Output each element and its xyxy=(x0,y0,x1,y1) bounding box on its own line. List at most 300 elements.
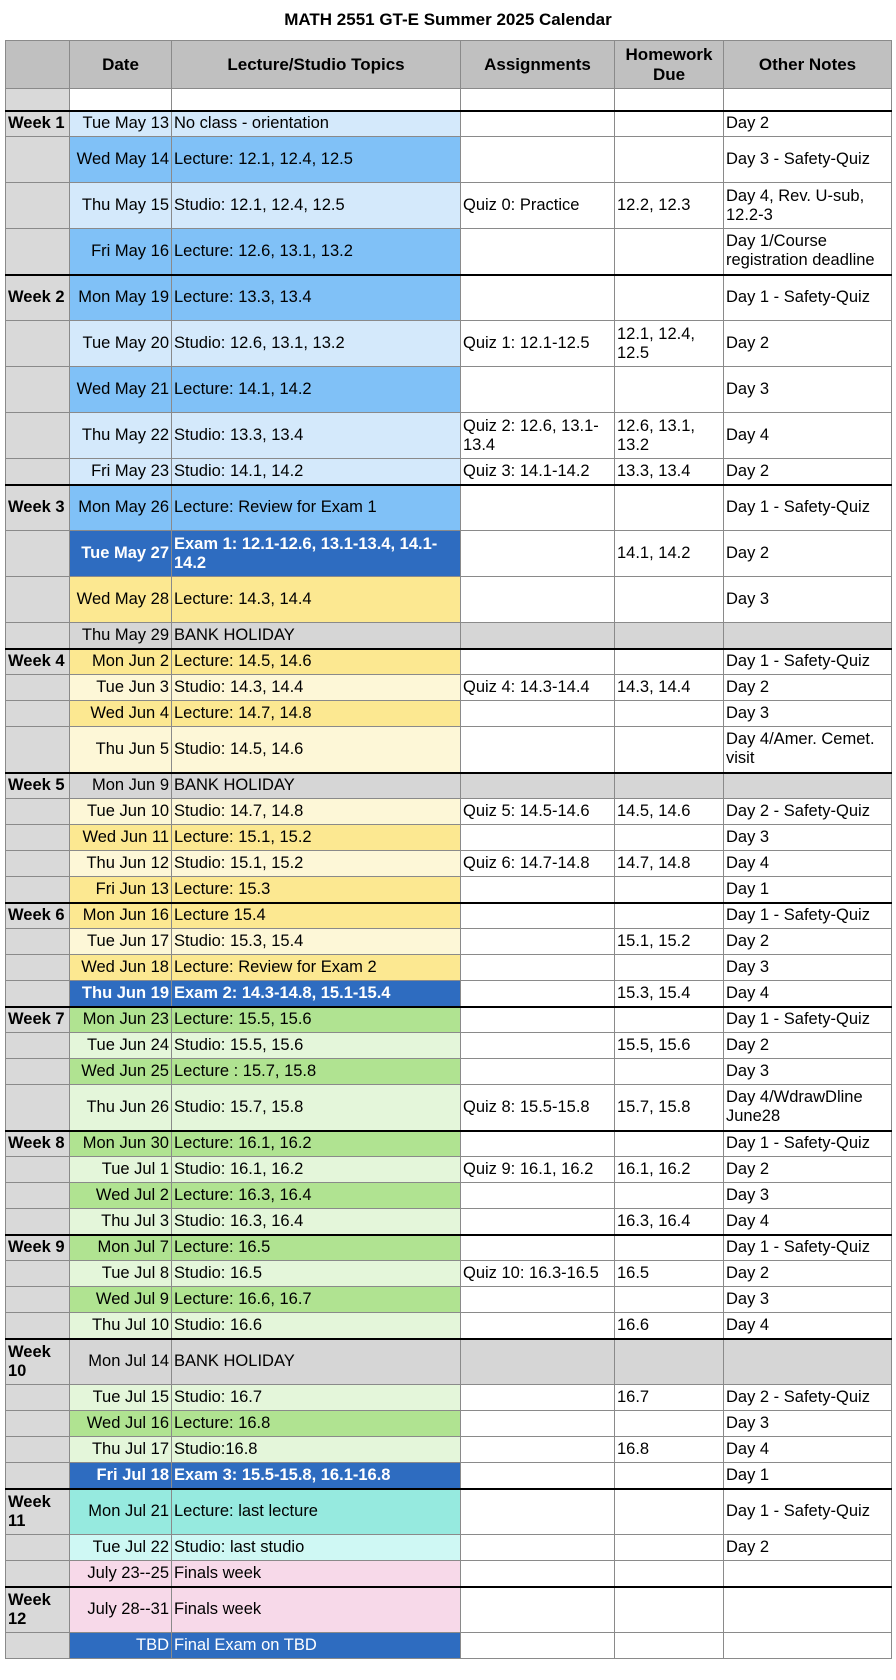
homework-cell xyxy=(615,1561,724,1587)
assignment-cell xyxy=(461,531,615,577)
table-row xyxy=(6,321,892,367)
week-cell: Week 1 xyxy=(6,111,70,137)
week-cell: Week 7 xyxy=(6,1007,70,1033)
homework-cell: 16.5 xyxy=(615,1261,724,1287)
date-cell: Tue Jul 22 xyxy=(70,1535,172,1561)
date-cell: Tue May 13 xyxy=(70,111,172,137)
topic-cell: Lecture: 16.8 xyxy=(172,1411,461,1437)
notes-cell: Day 1 xyxy=(724,877,892,903)
date-cell: Wed Jun 18 xyxy=(70,955,172,981)
table-row xyxy=(6,1463,892,1489)
topic-cell: Lecture: 14.1, 14.2 xyxy=(172,367,461,413)
week-cell xyxy=(6,1535,70,1561)
notes-cell xyxy=(724,1339,892,1385)
homework-cell xyxy=(615,1633,724,1659)
assignment-cell xyxy=(461,1007,615,1033)
date-cell: Tue May 20 xyxy=(70,321,172,367)
date-cell: Thu Jun 26 xyxy=(70,1085,172,1131)
notes-cell: Day 2 xyxy=(724,321,892,367)
homework-cell: 16.3, 16.4 xyxy=(615,1209,724,1235)
notes-cell: Day 3 xyxy=(724,1183,892,1209)
assignment-cell xyxy=(461,1561,615,1587)
week-cell: Week 12 xyxy=(6,1587,70,1633)
notes-cell: Day 4 xyxy=(724,413,892,459)
table-row xyxy=(6,1489,892,1535)
page-title: MATH 2551 GT-E Summer 2025 Calendar xyxy=(284,10,612,29)
homework-cell: 14.5, 14.6 xyxy=(615,799,724,825)
date-cell: Wed Jul 16 xyxy=(70,1411,172,1437)
table-row xyxy=(6,531,892,577)
table-row xyxy=(6,1411,892,1437)
date-cell: Wed Jun 11 xyxy=(70,825,172,851)
assignment-cell xyxy=(461,1411,615,1437)
notes-cell: Day 1 xyxy=(724,1463,892,1489)
date-cell: Thu Jun 12 xyxy=(70,851,172,877)
notes-cell: Day 4 xyxy=(724,851,892,877)
assignment-cell xyxy=(461,1313,615,1339)
date-cell: Fri May 23 xyxy=(70,459,172,485)
topic-cell: Lecture: last lecture xyxy=(172,1489,461,1535)
table-row xyxy=(6,1085,892,1131)
week-cell xyxy=(6,1437,70,1463)
homework-cell xyxy=(615,1183,724,1209)
table-row xyxy=(6,229,892,275)
notes-cell: Day 2 xyxy=(724,1157,892,1183)
date-cell: Wed May 14 xyxy=(70,137,172,183)
table-row xyxy=(6,89,892,111)
date-cell: Wed Jun 4 xyxy=(70,701,172,727)
assignment-cell xyxy=(461,773,615,799)
homework-cell xyxy=(615,727,724,773)
date-cell: Tue Jul 15 xyxy=(70,1385,172,1411)
week-cell xyxy=(6,1463,70,1489)
week-cell: Week 4 xyxy=(6,649,70,675)
homework-cell: 12.1, 12.4, 12.5 xyxy=(615,321,724,367)
assignment-cell xyxy=(461,649,615,675)
notes-cell: Day 3 xyxy=(724,1287,892,1313)
week-cell xyxy=(6,851,70,877)
table-row xyxy=(6,275,892,321)
notes-cell: Day 1 - Safety-Quiz xyxy=(724,1131,892,1157)
week-cell: Week 9 xyxy=(6,1235,70,1261)
homework-cell xyxy=(615,1287,724,1313)
homework-cell: 14.3, 14.4 xyxy=(615,675,724,701)
table-row xyxy=(6,981,892,1007)
topic-cell: Studio: 14.5, 14.6 xyxy=(172,727,461,773)
topic-cell: Lecture: 14.3, 14.4 xyxy=(172,577,461,623)
topic-cell: Lecture : 15.7, 15.8 xyxy=(172,1059,461,1085)
notes-cell: Day 3 xyxy=(724,825,892,851)
assignment-cell xyxy=(461,1463,615,1489)
date-cell: Tue May 27 xyxy=(70,531,172,577)
table-row xyxy=(6,1339,892,1385)
assignment-cell: Quiz 9: 16.1, 16.2 xyxy=(461,1157,615,1183)
homework-cell: 16.8 xyxy=(615,1437,724,1463)
table-row xyxy=(6,773,892,799)
homework-cell xyxy=(615,701,724,727)
homework-cell xyxy=(615,1059,724,1085)
topic-cell: Lecture: 15.5, 15.6 xyxy=(172,1007,461,1033)
notes-cell: Day 3 xyxy=(724,367,892,413)
week-cell: Week 8 xyxy=(6,1131,70,1157)
date-cell: Thu May 22 xyxy=(70,413,172,459)
homework-cell xyxy=(615,1339,724,1385)
topic-cell: Studio: 12.6, 13.1, 13.2 xyxy=(172,321,461,367)
topic-cell: BANK HOLIDAY xyxy=(172,1339,461,1385)
notes-cell: Day 4/WdrawDline June28 xyxy=(724,1085,892,1131)
week-cell: Week 10 xyxy=(6,1339,70,1385)
table-row xyxy=(6,1235,892,1261)
topic-cell: Studio: 15.5, 15.6 xyxy=(172,1033,461,1059)
week-cell xyxy=(6,1209,70,1235)
week-cell: Week 3 xyxy=(6,485,70,531)
homework-cell xyxy=(615,577,724,623)
table-row xyxy=(6,851,892,877)
assignment-cell xyxy=(461,1059,615,1085)
topic-cell: Lecture: 12.6, 13.1, 13.2 xyxy=(172,229,461,275)
notes-cell: Day 3 xyxy=(724,1059,892,1085)
week-cell xyxy=(6,1633,70,1659)
date-cell: Thu Jul 10 xyxy=(70,1313,172,1339)
assignment-cell xyxy=(461,1437,615,1463)
topic-cell: Studio:16.8 xyxy=(172,1437,461,1463)
week-cell xyxy=(6,1385,70,1411)
notes-cell: Day 4/Amer. Cemet. visit xyxy=(724,727,892,773)
date-cell: Thu Jun 19 xyxy=(70,981,172,1007)
assignment-cell xyxy=(461,955,615,981)
homework-cell xyxy=(615,1235,724,1261)
assignment-cell xyxy=(461,111,615,137)
table-row xyxy=(6,1059,892,1085)
homework-cell xyxy=(615,1535,724,1561)
homework-cell xyxy=(615,1007,724,1033)
header-date: Date xyxy=(70,41,172,89)
week-cell xyxy=(6,877,70,903)
topic-cell: No class - orientation xyxy=(172,111,461,137)
assignment-cell xyxy=(461,825,615,851)
topic-cell: Lecture: 14.5, 14.6 xyxy=(172,649,461,675)
assignment-cell xyxy=(461,1535,615,1561)
date-cell: Tue Jul 1 xyxy=(70,1157,172,1183)
table-row xyxy=(6,701,892,727)
homework-cell: 12.2, 12.3 xyxy=(615,183,724,229)
week-cell xyxy=(6,137,70,183)
table-row xyxy=(6,183,892,229)
assignment-cell xyxy=(461,1385,615,1411)
assignment-cell xyxy=(461,1633,615,1659)
notes-cell: Day 1 - Safety-Quiz xyxy=(724,1007,892,1033)
week-cell: Week 11 xyxy=(6,1489,70,1535)
assignment-cell xyxy=(461,1339,615,1385)
topic-cell: Studio: 12.1, 12.4, 12.5 xyxy=(172,183,461,229)
table-row xyxy=(6,1007,892,1033)
assignment-cell xyxy=(461,367,615,413)
topic-cell xyxy=(172,89,461,111)
homework-cell: 12.6, 13.1, 13.2 xyxy=(615,413,724,459)
assignment-cell xyxy=(461,137,615,183)
week-cell: Week 6 xyxy=(6,903,70,929)
date-cell: Tue Jun 3 xyxy=(70,675,172,701)
assignment-cell: Quiz 4: 14.3-14.4 xyxy=(461,675,615,701)
date-cell: Tue Jun 24 xyxy=(70,1033,172,1059)
homework-cell: 13.3, 13.4 xyxy=(615,459,724,485)
calendar-table xyxy=(5,40,892,1659)
homework-cell xyxy=(615,773,724,799)
table-row xyxy=(6,825,892,851)
notes-cell: Day 1 - Safety-Quiz xyxy=(724,1489,892,1535)
date-cell: Fri Jul 18 xyxy=(70,1463,172,1489)
homework-cell xyxy=(615,825,724,851)
topic-cell: Lecture: 16.5 xyxy=(172,1235,461,1261)
topic-cell: Lecture: Review for Exam 1 xyxy=(172,485,461,531)
homework-cell: 15.1, 15.2 xyxy=(615,929,724,955)
notes-cell xyxy=(724,623,892,649)
notes-cell: Day 2 xyxy=(724,675,892,701)
header-homework-due: Homework Due xyxy=(615,41,724,89)
date-cell: Mon Jun 23 xyxy=(70,1007,172,1033)
week-cell xyxy=(6,675,70,701)
week-cell xyxy=(6,955,70,981)
table-row xyxy=(6,1287,892,1313)
table-row xyxy=(6,1437,892,1463)
notes-cell: Day 1 - Safety-Quiz xyxy=(724,649,892,675)
homework-cell: 15.7, 15.8 xyxy=(615,1085,724,1131)
week-cell xyxy=(6,1183,70,1209)
assignment-cell: Quiz 2: 12.6, 13.1-13.4 xyxy=(461,413,615,459)
table-row xyxy=(6,413,892,459)
assignment-cell xyxy=(461,981,615,1007)
topic-cell: Studio: 15.1, 15.2 xyxy=(172,851,461,877)
homework-cell xyxy=(615,367,724,413)
notes-cell: Day 3 - Safety-Quiz xyxy=(724,137,892,183)
date-cell: Mon Jul 21 xyxy=(70,1489,172,1535)
week-cell xyxy=(6,367,70,413)
homework-cell: 16.6 xyxy=(615,1313,724,1339)
topic-cell: Lecture: 16.1, 16.2 xyxy=(172,1131,461,1157)
assignment-cell xyxy=(461,1287,615,1313)
homework-cell xyxy=(615,137,724,183)
topic-cell: Studio: 15.7, 15.8 xyxy=(172,1085,461,1131)
table-row xyxy=(6,459,892,485)
notes-cell: Day 1 - Safety-Quiz xyxy=(724,903,892,929)
table-row xyxy=(6,1209,892,1235)
assignment-cell xyxy=(461,577,615,623)
notes-cell: Day 2 xyxy=(724,1261,892,1287)
topic-cell: Studio: 14.7, 14.8 xyxy=(172,799,461,825)
assignment-cell xyxy=(461,1235,615,1261)
week-cell xyxy=(6,1085,70,1131)
table-row xyxy=(6,623,892,649)
table-row xyxy=(6,577,892,623)
topic-cell: Lecture: 14.7, 14.8 xyxy=(172,701,461,727)
homework-cell: 14.1, 14.2 xyxy=(615,531,724,577)
week-cell xyxy=(6,531,70,577)
week-cell xyxy=(6,1561,70,1587)
homework-cell xyxy=(615,877,724,903)
notes-cell: Day 1 - Safety-Quiz xyxy=(724,485,892,531)
homework-cell xyxy=(615,275,724,321)
table-row xyxy=(6,929,892,955)
date-cell: TBD xyxy=(70,1633,172,1659)
topic-cell: BANK HOLIDAY xyxy=(172,773,461,799)
week-cell xyxy=(6,577,70,623)
notes-cell: Day 2 xyxy=(724,1033,892,1059)
table-row xyxy=(6,1633,892,1659)
topic-cell: Studio: 14.3, 14.4 xyxy=(172,675,461,701)
topic-cell: Lecture: 16.3, 16.4 xyxy=(172,1183,461,1209)
assignment-cell xyxy=(461,1587,615,1633)
homework-cell xyxy=(615,1463,724,1489)
notes-cell: Day 1 - Safety-Quiz xyxy=(724,275,892,321)
assignment-cell xyxy=(461,903,615,929)
assignment-cell xyxy=(461,1131,615,1157)
notes-cell xyxy=(724,773,892,799)
topic-cell: Studio: 14.1, 14.2 xyxy=(172,459,461,485)
date-cell: Wed Jul 2 xyxy=(70,1183,172,1209)
table-row xyxy=(6,1313,892,1339)
homework-cell xyxy=(615,485,724,531)
table-row xyxy=(6,137,892,183)
week-cell xyxy=(6,1313,70,1339)
date-cell: Mon Jun 30 xyxy=(70,1131,172,1157)
topic-cell: Lecture: 13.3, 13.4 xyxy=(172,275,461,321)
assignment-cell: Quiz 6: 14.7-14.8 xyxy=(461,851,615,877)
homework-cell xyxy=(615,1489,724,1535)
topic-cell: Lecture: 15.1, 15.2 xyxy=(172,825,461,851)
homework-cell xyxy=(615,649,724,675)
notes-cell: Day 3 xyxy=(724,955,892,981)
table-row xyxy=(6,1587,892,1633)
week-cell xyxy=(6,727,70,773)
date-cell: Fri May 16 xyxy=(70,229,172,275)
week-cell xyxy=(6,413,70,459)
week-cell xyxy=(6,459,70,485)
topic-cell: Studio: 15.3, 15.4 xyxy=(172,929,461,955)
header-assignments: Assignments xyxy=(461,41,615,89)
assignment-cell xyxy=(461,275,615,321)
week-cell xyxy=(6,89,70,111)
week-cell xyxy=(6,1287,70,1313)
notes-cell xyxy=(724,1633,892,1659)
table-row xyxy=(6,675,892,701)
date-cell: Mon Jun 9 xyxy=(70,773,172,799)
assignment-cell: Quiz 3: 14.1-14.2 xyxy=(461,459,615,485)
assignment-cell xyxy=(461,929,615,955)
header-topics: Lecture/Studio Topics xyxy=(172,41,461,89)
notes-cell: Day 3 xyxy=(724,701,892,727)
week-cell xyxy=(6,929,70,955)
notes-cell xyxy=(724,89,892,111)
assignment-cell xyxy=(461,623,615,649)
assignment-cell xyxy=(461,1489,615,1535)
notes-cell: Day 2 xyxy=(724,111,892,137)
table-row xyxy=(6,877,892,903)
table-row xyxy=(6,1183,892,1209)
homework-cell: 16.1, 16.2 xyxy=(615,1157,724,1183)
homework-cell: 15.3, 15.4 xyxy=(615,981,724,1007)
date-cell: July 28--31 xyxy=(70,1587,172,1633)
date-cell: Tue Jul 8 xyxy=(70,1261,172,1287)
date-cell: Thu May 29 xyxy=(70,623,172,649)
homework-cell xyxy=(615,955,724,981)
date-cell: Mon Jul 14 xyxy=(70,1339,172,1385)
topic-cell: Lecture: 15.3 xyxy=(172,877,461,903)
date-cell: Tue Jun 17 xyxy=(70,929,172,955)
topic-cell: Lecture: Review for Exam 2 xyxy=(172,955,461,981)
notes-cell: Day 3 xyxy=(724,577,892,623)
topic-cell: Studio: 16.3, 16.4 xyxy=(172,1209,461,1235)
table-row xyxy=(6,903,892,929)
notes-cell xyxy=(724,1561,892,1587)
topic-cell: Final Exam on TBD xyxy=(172,1633,461,1659)
homework-cell: 14.7, 14.8 xyxy=(615,851,724,877)
assignment-cell xyxy=(461,701,615,727)
assignment-cell xyxy=(461,727,615,773)
week-cell xyxy=(6,229,70,275)
notes-cell: Day 2 - Safety-Quiz xyxy=(724,1385,892,1411)
header-other-notes: Other Notes xyxy=(724,41,892,89)
date-cell: Mon May 26 xyxy=(70,485,172,531)
date-cell: Thu May 15 xyxy=(70,183,172,229)
week-cell xyxy=(6,981,70,1007)
table-row xyxy=(6,1033,892,1059)
table-row xyxy=(6,367,892,413)
date-cell: Wed Jul 9 xyxy=(70,1287,172,1313)
homework-cell: 15.5, 15.6 xyxy=(615,1033,724,1059)
table-row xyxy=(6,955,892,981)
date-cell xyxy=(70,89,172,111)
week-cell: Week 5 xyxy=(6,773,70,799)
table-row xyxy=(6,649,892,675)
topic-cell: Studio: 16.7 xyxy=(172,1385,461,1411)
topic-cell: Lecture: 16.6, 16.7 xyxy=(172,1287,461,1313)
week-cell xyxy=(6,1157,70,1183)
assignment-cell: Quiz 10: 16.3-16.5 xyxy=(461,1261,615,1287)
homework-cell xyxy=(615,1411,724,1437)
table-row xyxy=(6,1561,892,1587)
topic-cell: Studio: last studio xyxy=(172,1535,461,1561)
topic-cell: Studio: 13.3, 13.4 xyxy=(172,413,461,459)
date-cell: Mon May 19 xyxy=(70,275,172,321)
week-cell xyxy=(6,183,70,229)
date-cell: Mon Jul 7 xyxy=(70,1235,172,1261)
date-cell: Fri Jun 13 xyxy=(70,877,172,903)
notes-cell: Day 4 xyxy=(724,981,892,1007)
topic-cell: Studio: 16.5 xyxy=(172,1261,461,1287)
date-cell: Wed Jun 25 xyxy=(70,1059,172,1085)
assignment-cell xyxy=(461,877,615,903)
homework-cell xyxy=(615,111,724,137)
topic-cell: Lecture 15.4 xyxy=(172,903,461,929)
notes-cell: Day 2 xyxy=(724,459,892,485)
topic-cell: Exam 2: 14.3-14.8, 15.1-15.4 xyxy=(172,981,461,1007)
assignment-cell xyxy=(461,229,615,275)
notes-cell: Day 2 xyxy=(724,531,892,577)
notes-cell: Day 4 xyxy=(724,1209,892,1235)
notes-cell: Day 2 - Safety-Quiz xyxy=(724,799,892,825)
week-cell xyxy=(6,1033,70,1059)
topic-cell: Exam 3: 15.5-15.8, 16.1-16.8 xyxy=(172,1463,461,1489)
week-cell xyxy=(6,623,70,649)
topic-cell: BANK HOLIDAY xyxy=(172,623,461,649)
homework-cell xyxy=(615,623,724,649)
notes-cell: Day 4 xyxy=(724,1437,892,1463)
assignment-cell xyxy=(461,1209,615,1235)
week-cell xyxy=(6,701,70,727)
week-cell: Week 2 xyxy=(6,275,70,321)
homework-cell xyxy=(615,1131,724,1157)
table-row xyxy=(6,1157,892,1183)
